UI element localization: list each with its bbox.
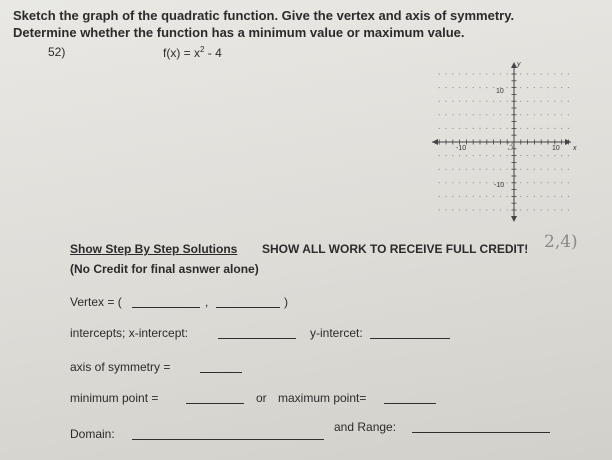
grid-dot: [568, 182, 569, 183]
grid-dot: [500, 128, 501, 129]
grid-dot: [466, 196, 467, 197]
grid-dot: [466, 209, 467, 210]
grid-dot: [527, 101, 528, 102]
grid-dot: [445, 182, 446, 183]
grid-dot: [507, 182, 508, 183]
grid-dot: [459, 196, 460, 197]
x-intercept-label: intercepts; x-intercept:: [70, 326, 189, 340]
grid-dot: [534, 128, 535, 129]
grid-dot: [479, 87, 480, 88]
grid-dot: [452, 101, 453, 102]
x-axis-left-arrow-icon: [432, 139, 438, 145]
grid-dot: [568, 101, 569, 102]
function-suffix: - 4: [204, 46, 222, 60]
grid-dot: [466, 182, 467, 183]
grid-dot: [547, 101, 548, 102]
grid-dot: [452, 196, 453, 197]
function-prefix: f(x) = x: [163, 46, 201, 60]
grid-dot: [452, 182, 453, 183]
grid-dot: [568, 114, 569, 115]
grid-dot: [541, 73, 542, 74]
grid-dot: [520, 87, 521, 88]
grid-dot: [466, 114, 467, 115]
or-label: or: [256, 391, 267, 405]
grid-dot: [445, 209, 446, 210]
no-credit-note: (No Credit for final asnwer alone): [70, 262, 259, 276]
vertex-close: ): [284, 295, 288, 309]
handwritten-graph-mark: 3: [507, 140, 514, 153]
grid-dot: [439, 128, 440, 129]
grid-dot: [547, 196, 548, 197]
grid-dot: [534, 182, 535, 183]
grid-dot: [568, 73, 569, 74]
grid-dot: [486, 128, 487, 129]
grid-dot: [561, 209, 562, 210]
grid-dot: [547, 87, 548, 88]
grid-dot: [534, 169, 535, 170]
grid-dot: [541, 87, 542, 88]
grid-dot: [534, 209, 535, 210]
grid-dot: [459, 209, 460, 210]
grid-dot: [473, 101, 474, 102]
grid-dot: [500, 209, 501, 210]
grid-dot: [541, 182, 542, 183]
x-right-label: 10: [552, 145, 560, 152]
maximum-point-blank[interactable]: [384, 403, 436, 404]
grid-dot: [534, 73, 535, 74]
axis-of-symmetry-label: axis of symmetry =: [70, 360, 171, 374]
grid-dot: [479, 169, 480, 170]
grid-dot: [493, 128, 494, 129]
grid-dot: [466, 87, 467, 88]
grid-dot: [520, 182, 521, 183]
grid-dot: [520, 155, 521, 156]
grid-dot: [459, 155, 460, 156]
grid-dot: [493, 87, 494, 88]
grid-dot: [459, 169, 460, 170]
grid-dot: [452, 155, 453, 156]
domain-blank[interactable]: [132, 439, 324, 440]
grid-dot: [554, 73, 555, 74]
grid-dot: [534, 101, 535, 102]
grid-dot: [541, 128, 542, 129]
grid-dot: [445, 73, 446, 74]
vertex-comma: ,: [205, 295, 209, 309]
grid-dot: [479, 73, 480, 74]
grid-dot: [445, 101, 446, 102]
grid-dot: [554, 209, 555, 210]
grid-dot: [493, 169, 494, 170]
grid-dot: [554, 101, 555, 102]
grid-dot: [527, 196, 528, 197]
range-label: and Range:: [334, 420, 397, 434]
x-left-label: -10: [456, 145, 467, 152]
grid-dot: [568, 87, 569, 88]
grid-dot: [520, 114, 521, 115]
vertex-y-blank[interactable]: [216, 307, 280, 308]
grid-dot: [507, 196, 508, 197]
grid-dot: [493, 209, 494, 210]
y-top-label: 10: [496, 88, 504, 95]
grid-dot: [527, 169, 528, 170]
grid-dot: [520, 73, 521, 74]
grid-dot: [479, 182, 480, 183]
grid-dot: [466, 128, 467, 129]
grid-dot: [561, 101, 562, 102]
grid-dot: [561, 128, 562, 129]
grid-dot: [547, 209, 548, 210]
grid-dot: [547, 155, 548, 156]
grid-dot: [493, 114, 494, 115]
grid-dot: [547, 182, 548, 183]
grid-dot: [568, 155, 569, 156]
grid-dot: [486, 87, 487, 88]
grid-dot: [459, 73, 460, 74]
problem-number: 52): [48, 45, 66, 59]
handwritten-note: 2,4): [544, 232, 578, 252]
grid-dot: [486, 182, 487, 183]
grid-dot: [500, 73, 501, 74]
y-bottom-label: -10: [494, 182, 505, 189]
function-exponent: 2: [200, 45, 205, 54]
step-by-step-label: Show Step By Step Solutions: [70, 242, 238, 256]
grid-dot: [452, 73, 453, 74]
coordinate-grid: [428, 58, 576, 226]
grid-dot: [507, 114, 508, 115]
grid-dot: [541, 114, 542, 115]
function-expression: [163, 45, 222, 60]
grid-dot: [486, 209, 487, 210]
grid-dot: [445, 169, 446, 170]
grid-dot: [534, 155, 535, 156]
grid-dot: [507, 155, 508, 156]
grid-dot: [568, 209, 569, 210]
show-work-note: SHOW ALL WORK TO RECEIVE FULL CREDIT!: [262, 242, 529, 256]
grid-dot: [520, 128, 521, 129]
grid-dot: [541, 101, 542, 102]
domain-label: Domain:: [70, 427, 115, 441]
grid-dot: [445, 87, 446, 88]
grid-dot: [486, 169, 487, 170]
grid-dot: [561, 169, 562, 170]
grid-dot: [547, 169, 548, 170]
y-intercept-blank[interactable]: [370, 338, 450, 339]
grid-dot: [520, 101, 521, 102]
grid-dot: [479, 209, 480, 210]
grid-dot: [452, 114, 453, 115]
grid-dot: [486, 101, 487, 102]
grid-dot: [486, 114, 487, 115]
grid-dot: [473, 87, 474, 88]
grid-dot: [479, 155, 480, 156]
grid-dot: [445, 114, 446, 115]
grid-dot: [527, 114, 528, 115]
grid-dot: [439, 73, 440, 74]
grid-dot: [561, 87, 562, 88]
grid-dot: [439, 196, 440, 197]
grid-dot: [473, 169, 474, 170]
grid-dot: [439, 101, 440, 102]
grid-dot: [561, 114, 562, 115]
grid-dot: [445, 196, 446, 197]
instruction-line-1: Sketch the graph of the quadratic function. Give the vertex and axis of symmetry.: [13, 8, 515, 23]
grid-dot: [547, 128, 548, 129]
grid-dot: [473, 128, 474, 129]
grid-dot: [439, 169, 440, 170]
grid-dot: [527, 155, 528, 156]
grid-dot: [452, 169, 453, 170]
grid-dot: [493, 155, 494, 156]
grid-dot: [439, 155, 440, 156]
vertex-label: Vertex = (: [70, 295, 122, 309]
grid-dot: [507, 128, 508, 129]
grid-dot: [527, 87, 528, 88]
grid-dot: [568, 169, 569, 170]
grid-dot: [493, 196, 494, 197]
grid-dot: [473, 209, 474, 210]
grid-dot: [520, 169, 521, 170]
grid-dot: [486, 155, 487, 156]
grid-dot: [439, 182, 440, 183]
grid-dot: [500, 196, 501, 197]
grid-dot: [534, 196, 535, 197]
y-axis-label: y: [517, 61, 521, 68]
grid-dot: [541, 169, 542, 170]
grid-dot: [520, 209, 521, 210]
grid-dot: [561, 182, 562, 183]
grid-dot: [554, 196, 555, 197]
grid-dot: [507, 169, 508, 170]
minimum-point-blank[interactable]: [186, 403, 244, 404]
grid-dot: [507, 209, 508, 210]
grid-dot: [473, 155, 474, 156]
grid-dot: [520, 196, 521, 197]
grid-dot: [554, 87, 555, 88]
grid-dot: [534, 114, 535, 115]
grid-dot: [554, 114, 555, 115]
y-intercept-label: y-intercet:: [310, 326, 363, 340]
maximum-point-label: maximum point=: [278, 391, 367, 405]
instruction-line-2: Determine whether the function has a minimum value or maximum value.: [13, 25, 465, 40]
grid-dot: [500, 155, 501, 156]
grid-dot: [445, 155, 446, 156]
grid-dot: [527, 128, 528, 129]
grid-dot: [466, 73, 467, 74]
grid-dot: [541, 196, 542, 197]
grid-dot: [459, 87, 460, 88]
grid-dot: [473, 114, 474, 115]
grid-dot: [527, 73, 528, 74]
grid-dot: [479, 101, 480, 102]
grid-dot: [554, 155, 555, 156]
vertex-x-blank[interactable]: [132, 307, 200, 308]
grid-dot: [479, 114, 480, 115]
grid-dot: [493, 101, 494, 102]
grid-dot: [527, 209, 528, 210]
grid-dot: [452, 128, 453, 129]
grid-dot: [486, 196, 487, 197]
range-blank[interactable]: [412, 432, 550, 433]
grid-dot: [500, 169, 501, 170]
grid-dot: [466, 155, 467, 156]
grid-dot: [568, 196, 569, 197]
grid-dot: [459, 114, 460, 115]
grid-dot: [479, 128, 480, 129]
axis-of-symmetry-blank[interactable]: [200, 372, 242, 373]
grid-dot: [541, 209, 542, 210]
grid-dot: [459, 182, 460, 183]
grid-dot: [473, 196, 474, 197]
grid-dot: [554, 169, 555, 170]
grid-dot: [452, 87, 453, 88]
minimum-point-label: minimum point =: [70, 391, 159, 405]
grid-dot: [568, 128, 569, 129]
grid-dot: [466, 101, 467, 102]
grid-dot: [534, 87, 535, 88]
grid-dot: [561, 196, 562, 197]
grid-dot: [459, 101, 460, 102]
grid-dot: [493, 73, 494, 74]
grid-dot: [561, 155, 562, 156]
grid-dot: [473, 73, 474, 74]
grid-dot: [445, 128, 446, 129]
grid-dot: [439, 87, 440, 88]
grid-dot: [547, 114, 548, 115]
grid-dot: [439, 114, 440, 115]
grid-dot: [439, 209, 440, 210]
grid-dot: [507, 101, 508, 102]
grid-dot: [561, 73, 562, 74]
grid-dot: [507, 73, 508, 74]
grid-dot: [452, 209, 453, 210]
grid-dot: [500, 101, 501, 102]
x-axis-label: x: [573, 145, 577, 152]
grid-dot: [466, 169, 467, 170]
x-intercept-blank[interactable]: [218, 338, 296, 339]
grid-dot: [541, 155, 542, 156]
grid-dot: [459, 128, 460, 129]
grid-dot: [547, 73, 548, 74]
grid-dot: [507, 87, 508, 88]
grid-dot: [554, 128, 555, 129]
grid-dot: [527, 182, 528, 183]
grid-dot: [486, 73, 487, 74]
grid-dot: [479, 196, 480, 197]
grid-dot: [554, 182, 555, 183]
grid-dot: [500, 114, 501, 115]
grid-dot: [473, 182, 474, 183]
